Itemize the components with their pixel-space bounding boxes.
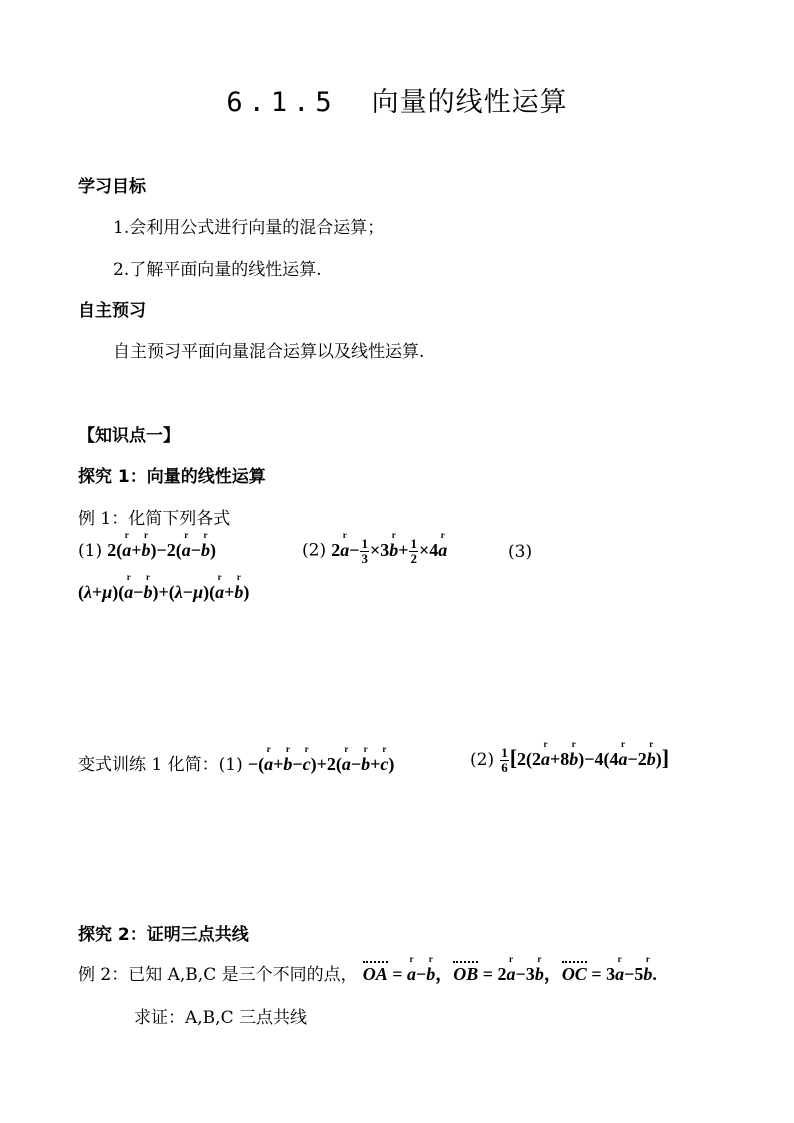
part-1-label: (1) [78,541,103,561]
explore-2-heading: 探究 2：证明三点共线 [78,925,249,945]
part-3-label: (3) [508,542,533,562]
title-text: 向量的线性运算 [371,87,568,118]
example-1-part-2 [302,537,447,566]
variant-formula-2: $\frac{1}{6}$ [2(2r a+8r b)−4(4r a−2r b)] [499,749,669,769]
variant-label: 变式训练 1 化简：(1) [78,755,243,775]
example-1-part-1 [78,540,216,561]
variant-training-2 [470,745,669,775]
part-2-label: (2) [302,540,327,561]
formula-2: 2r a− $\frac{1}{3}$ ×3r b+ $\frac{1}{2}$ ×4r a [331,540,447,560]
formula-3: (λ+μ)(r a−r b)+(λ−μ)(r a+r b) [78,582,249,602]
example-2-prove: 求证：A,B,C 三点共线 [134,1008,307,1028]
variant-part-2-label: (2) [470,750,495,770]
section-heading-goals: 学习目标 [78,177,146,197]
section-heading-preview: 自主预习 [78,301,146,321]
preview-text: 自主预习平面向量混合运算以及线性运算. [113,342,425,362]
example-2-text: 例 2：已知 A,B,C 是三个不同的点， [78,965,358,985]
variant-training-1 [78,750,394,775]
page-title [0,80,794,119]
goal-item-1: 1.会利用公式进行向量的混合运算； [113,218,385,238]
explore-1-heading: 探究 1：向量的线性运算 [78,467,266,487]
goal-item-2: 2.了解平面向量的线性运算. [113,260,322,280]
example-2-formulas: OA = r a−r b，OB = 2r a−3r b，OC = 3r a−5r b. [363,964,657,984]
example-1-text: 例 1：化简下列各式 [78,509,231,529]
variant-formula-1: −(r a+r b−r c)+2(r a−r b+r c) [248,754,395,774]
formula-1: 2(r a+r b)−2(r a−r b) [107,540,216,560]
knowledge-point-label: 【知识点一】 [78,426,180,446]
example-2 [78,960,657,986]
example-1-part-3 [78,582,249,603]
title-number: 6.1.5 [226,87,338,118]
